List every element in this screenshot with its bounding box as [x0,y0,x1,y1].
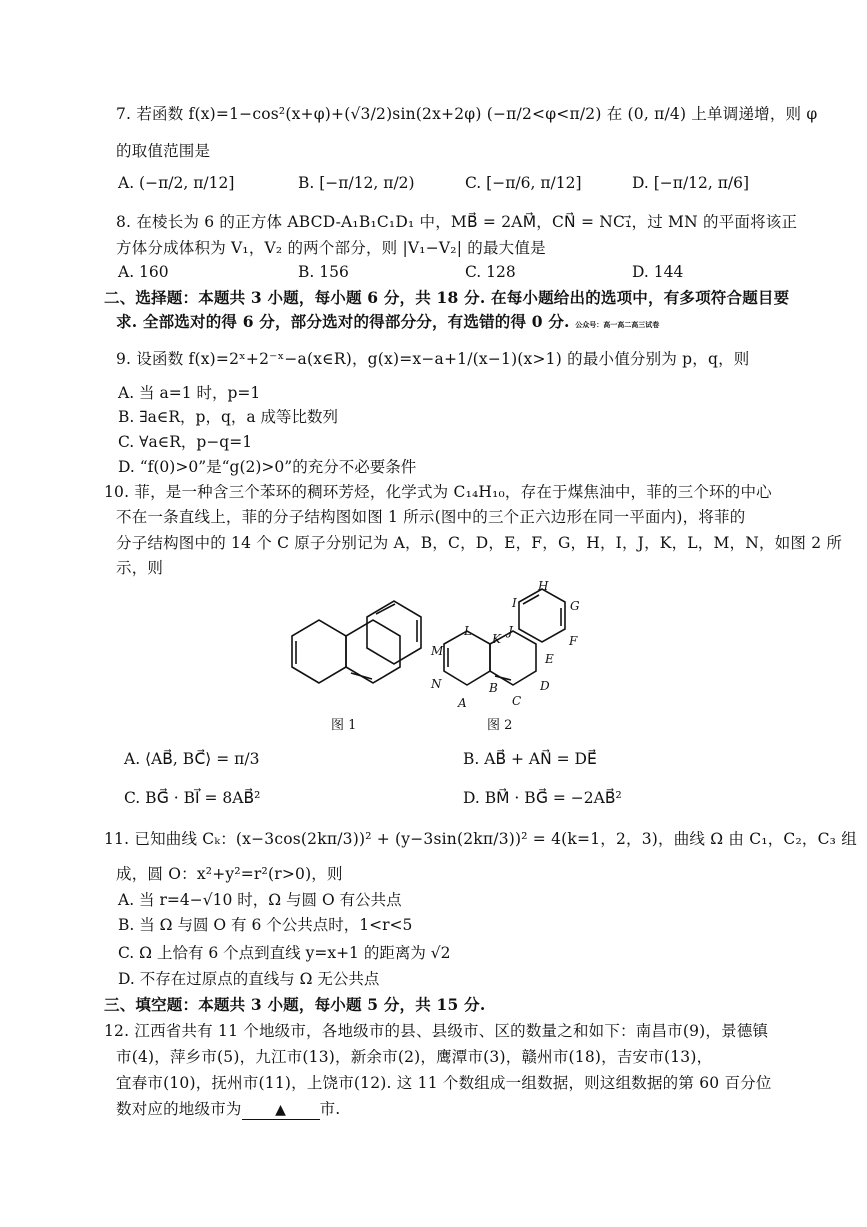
q11-option-b: B. 当 Ω 与圆 O 有 6 个公共点时，1<r<5 [118,916,413,934]
atom-label-j: J [508,624,513,638]
q10-stem-line1: 10. 菲，是一种含三个苯环的稠环芳烃，化学式为 C₁₄H₁₀，存在于煤焦油中，菲的三个环的中心 [104,483,772,501]
atom-label-l: L [464,624,472,638]
atom-label-a: A [458,696,467,710]
q10-option-d: D. BM⃗ · BG⃗ = −2AB⃗² [463,789,622,807]
q12-stem-line1: 12. 江西省共有 11 个地级市，各地级市的县、县级市、区的数量之和如下：南昌市(9)，景德镇 [104,1022,769,1040]
q11-stem-line1: 11. 已知曲线 Cₖ：(x−3cos(2kπ/3))² + (y−3sin(2kπ/3))² = 4(k=1，2，3)，曲线 Ω 由 C₁，C₂，C₃ 组 [104,830,857,848]
section3-heading: 三、填空题：本题共 3 小题，每小题 5 分，共 15 分. [104,995,486,1014]
q8-stem-line1: 8. 在棱长为 6 的正方体 ABCD-A₁B₁C₁D₁ 中，MB⃗ = 2AM⃗，CN⃗ = NC₁⃗，过 MN 的平面将该正 [116,213,798,231]
atom-label-m: M [431,644,444,658]
q9-stem: 9. 设函数 f(x)=2ˣ+2⁻ˣ−a(x∈R)，g(x)=x−a+1/(x−1)(x>1) 的最小值分别为 p，q，则 [116,350,750,368]
atom-label-c: C [512,694,522,708]
atom-label-h: H [538,579,549,593]
q11-stem-line2: 成，圆 O：x²+y²=r²(r>0)，则 [116,865,343,883]
q12-stem-line3: 宜春市(10)，抚州市(11)，上饶市(12). 这 11 个数组成一组数据，则这组数据的第 60 百分位 [116,1074,772,1092]
section2-heading-text: 求. 全部选对的得 6 分，部分选对的得部分分，有选错的得 0 分. [116,312,570,331]
q10-option-c: C. BG⃗ · BI⃗ = 8AB⃗² [124,789,261,807]
q10-option-a: A. ⟨AB⃗, BC⃗⟩ = π/3 [124,750,260,768]
atom-label-g: G [570,599,580,613]
q7-stem-line1: 7. 若函数 f(x)=1−cos²(x+φ)+(√3/2)sin(2x+2φ) (−π/2<φ<π/2) 在 (0, π/4) 上单调递增，则 φ [116,105,818,123]
q9-option-b: B. ∃a∈R，p，q，a 成等比数列 [118,408,339,426]
fig2-ring-right [519,589,565,642]
q11-option-c: C. Ω 上恰有 6 个点到直线 y=x+1 的距离为 √2 [118,944,451,962]
q7-option-c: C. [−π/6, π/12] [465,174,582,192]
q7-option-a: A. (−π/2, π/12] [118,174,235,192]
figure-1-caption: 图 1 [331,718,357,733]
watermark-text: 公众号：高一高二高三试卷 [575,320,660,329]
section2-heading-line1: 二、选择题：本题共 3 小题，每小题 6 分，共 18 分. 在每小题给出的选项中，有多项符合题目要 [104,288,790,307]
q12-stem-line2: 市(4)，萍乡市(5)，九江市(13)，新余市(2)，鹰潭市(3)，赣州市(18)，吉安市(13)， [116,1048,713,1066]
figure-1-phenanthrene [292,601,421,683]
q8-option-a: A. 160 [118,263,169,281]
fig2-ring-left [444,631,490,685]
atom-label-n: N [431,677,442,691]
q11-option-d: D. 不存在过原点的直线与 Ω 无公共点 [118,970,380,988]
q10-figures [0,575,867,735]
q10-stem-line4: 示，则 [116,559,164,577]
atom-label-e: E [545,652,554,666]
fig1-ring-left [292,620,346,683]
atom-label-b: B [489,681,498,695]
figure-2-caption: 图 2 [487,718,513,733]
figure-2-labeled [444,589,565,685]
q9-option-c: C. ∀a∈R，p−q=1 [118,433,253,451]
q10-stem-line3: 分子结构图中的 14 个 C 原子分别记为 A，B，C，D，E，F，G，H，I，J，K，L，M，N，如图 2 所 [116,534,843,552]
answer-blank[interactable] [242,1100,320,1120]
q12-line4-suffix: 市. [319,1100,341,1118]
q11-option-a: A. 当 r=4−√10 时，Ω 与圆 O 有公共点 [118,891,402,909]
q8-option-c: C. 128 [465,263,516,281]
q7-option-d: D. [−π/12, π/6] [632,174,750,192]
q8-stem-line2: 方体分成体积为 V₁，V₂ 的两个部分，则 |V₁−V₂| 的最大值是 [116,239,546,257]
q10-option-b: B. AB⃗ + AN⃗ = DE⃗ [463,750,597,768]
q9-option-d: D. “f(0)>0”是“g(2)>0”的充分不必要条件 [118,458,417,476]
q8-option-d: D. 144 [632,263,684,281]
section2-heading-line2 [116,311,659,336]
q12-stem-line4 [116,1098,340,1120]
q10-stem-line2: 不在一条直线上，菲的分子结构图如图 1 所示(图中的三个正六边形在同一平面内)，将菲的 [116,508,746,526]
atom-label-f: F [569,634,578,648]
q12-line4-prefix: 数对应的地级市为 [116,1100,242,1118]
atom-label-d: D [540,679,550,693]
fig1-double-bond [351,673,372,679]
q7-stem-line2: 的取值范围是 [116,142,211,160]
fig2-double-bond [523,595,539,604]
triangle-marker-icon: ▲ [275,1102,287,1118]
q7-option-b: B. [−π/12, π/2) [298,174,415,192]
atom-label-k: K [492,632,501,646]
atom-label-i: I [512,596,517,610]
q8-option-b: B. 156 [298,263,349,281]
q9-option-a: A. 当 a=1 时，p=1 [118,384,261,402]
